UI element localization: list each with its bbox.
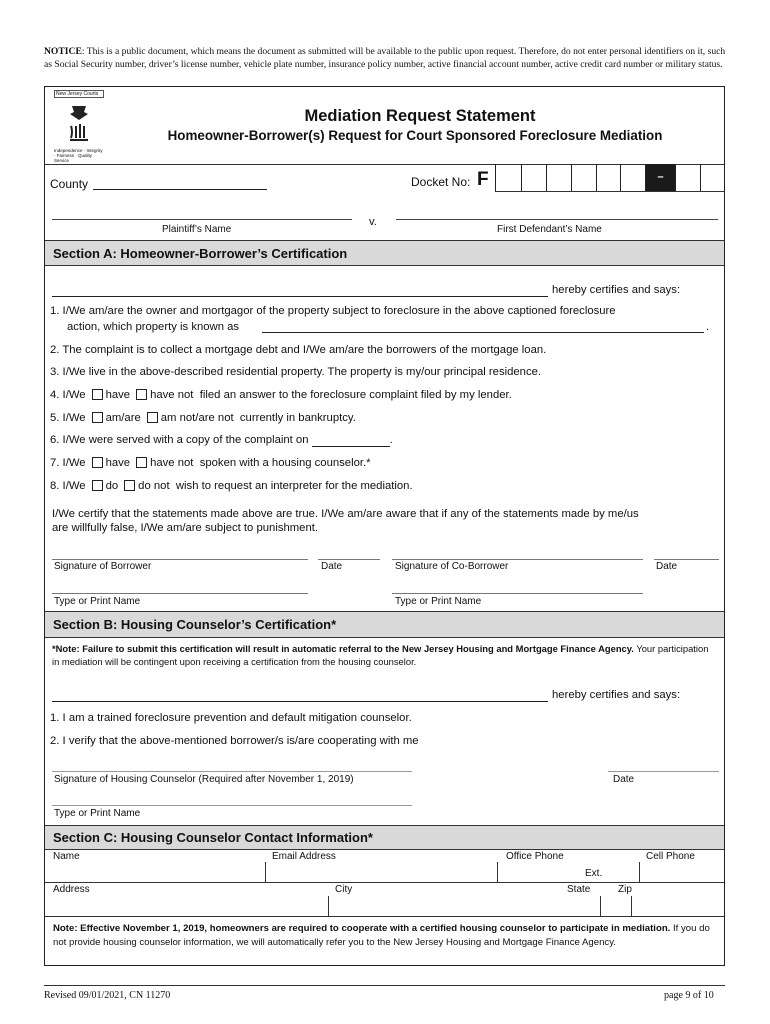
versus-label: v. <box>369 216 377 228</box>
section-b-note <box>52 643 716 668</box>
section-a-header <box>45 240 724 266</box>
county-field[interactable] <box>93 189 267 190</box>
item-8-do-not-checkbox[interactable] <box>124 480 135 491</box>
notice-text: : This is a public document, which means the document as submitted will be available to the public upon request. Therefore, do not enter personal identifiers on it, such as Social Security number, driver’s license number, vehicle plate number, insurance policy number, active financial account number, active credit card number or military status. <box>44 46 726 70</box>
item-4 <box>50 389 512 401</box>
contact-state-label: State <box>567 884 591 895</box>
item-4-prefix: 4. I/We <box>50 389 86 401</box>
item-5-prefix: 5. I/We <box>50 412 86 424</box>
item-8-suffix: wish to request an interpreter for the mediation. <box>175 480 413 492</box>
counselor-print-name-field[interactable] <box>52 805 412 806</box>
item-7-have-checkbox[interactable] <box>92 457 103 468</box>
section-c-header <box>45 825 724 850</box>
borrower-signature-field[interactable] <box>52 559 308 560</box>
item-1-line2: action, which property is known as <box>67 321 240 333</box>
item-7 <box>50 457 371 469</box>
certify-statement-line1: I/We certify that the statements made above are true. I/We am/are aware that if any of the statements made by me/us <box>52 508 639 520</box>
docket-box[interactable] <box>546 164 571 191</box>
logo-top-text: New Jersey Courts <box>54 90 104 98</box>
contact-office-phone-label: Office Phone <box>506 851 564 862</box>
contact-cell-phone-field[interactable] <box>640 862 724 882</box>
item-4-opt1: have <box>105 389 131 401</box>
docket-prefix: F <box>477 169 489 190</box>
notice-label: NOTICE <box>44 46 82 57</box>
item-2: 2. The complaint is to collect a mortgage debt and I/We am/are the borrowers of the mortgage loan. <box>50 344 547 356</box>
certify-statement-line2: are willfully false, I/We am/are subject to punishment. <box>52 522 319 534</box>
contact-address-label: Address <box>53 884 90 895</box>
counselor-item-1: 1. I am a trained foreclosure prevention and default mitigation counselor. <box>50 712 412 724</box>
certifier-name-field[interactable] <box>52 296 548 297</box>
public-notice <box>44 46 734 71</box>
docket-box[interactable] <box>675 164 700 191</box>
item-8-do-checkbox[interactable] <box>92 480 103 491</box>
contact-city-label: City <box>335 884 353 895</box>
item-5-suffix: currently in bankruptcy. <box>239 412 356 424</box>
docket-label: Docket No: <box>411 175 471 189</box>
counselor-signature-field[interactable] <box>52 771 412 772</box>
item-6 <box>50 434 393 447</box>
item-5 <box>50 412 356 424</box>
item-5-am-not-checkbox[interactable] <box>147 412 158 423</box>
item-5-am-checkbox[interactable] <box>92 412 103 423</box>
item-1-end: . <box>706 321 710 333</box>
plaintiff-label: Plaintiff’s Name <box>162 224 232 235</box>
docket-box[interactable] <box>495 164 521 191</box>
item-7-have-not-checkbox[interactable] <box>136 457 147 468</box>
counselor-name-field[interactable] <box>52 701 548 702</box>
contact-ext-label: Ext. <box>585 868 603 879</box>
item-8-opt2: do not <box>138 480 170 492</box>
item-5-opt2: am not/are not <box>160 412 234 424</box>
borrower-signature-label: Signature of Borrower <box>54 561 152 572</box>
item-7-suffix: spoken with a housing counselor.* <box>199 457 371 469</box>
borrower-print-label: Type or Print Name <box>54 596 141 607</box>
docket-box[interactable] <box>700 164 724 191</box>
borrower-date-field[interactable] <box>318 559 380 560</box>
contact-zip-field[interactable] <box>632 896 724 916</box>
coborrower-signature-label: Signature of Co-Borrower <box>395 561 509 572</box>
borrower-date-label: Date <box>321 561 343 572</box>
coborrower-signature-field[interactable] <box>392 559 643 560</box>
contact-city-field[interactable] <box>329 896 599 916</box>
docket-box[interactable] <box>596 164 620 191</box>
contact-cell-phone-label: Cell Phone <box>646 851 695 862</box>
court-seal-icon <box>64 102 94 146</box>
section-c-note <box>53 922 717 949</box>
section-b-header <box>45 611 724 638</box>
form-title: Mediation Request Statement <box>304 107 536 125</box>
item-4-have-checkbox[interactable] <box>92 389 103 400</box>
section-b-title: Section B: Housing Counselor’s Certification* <box>53 617 337 632</box>
item-4-opt2: have not <box>150 389 194 401</box>
docket-box[interactable] <box>571 164 596 191</box>
contact-zip-label: Zip <box>618 884 632 895</box>
contact-state-field[interactable] <box>601 896 630 916</box>
coborrower-date-label: Date <box>656 561 678 572</box>
contact-email-field[interactable] <box>266 862 496 882</box>
coborrower-print-name-field[interactable] <box>392 593 643 594</box>
counselor-signature-label: Signature of Housing Counselor (Required after November 1, 2019) <box>54 774 354 785</box>
section-b-note-bold: *Note: Failure to submit this certification will result in automatic referral to the New Jersey Housing and Mortgage Finance Agency. <box>52 643 634 654</box>
item-8-opt1: do <box>105 480 119 492</box>
item-8 <box>50 480 413 492</box>
section-b-note-text: Your participation in mediation will be contingent upon receiving a certification from the housing counselor. <box>52 643 709 667</box>
contact-name-label: Name <box>53 851 80 862</box>
item-1-line1: 1. I/We am/are the owner and mortgagor of the property subject to foreclosure in the above captioned foreclosure <box>50 305 616 317</box>
coborrower-print-label: Type or Print Name <box>395 596 482 607</box>
plaintiff-name-field[interactable] <box>52 219 352 220</box>
counselor-item-2: 2. I verify that the above-mentioned borrower/s is/are cooperating with me <box>50 735 419 747</box>
item-8-prefix: 8. I/We <box>50 480 86 492</box>
defendant-label: First Defendant’s Name <box>497 224 602 235</box>
docket-dash-box <box>645 164 675 191</box>
counselor-date-field[interactable] <box>608 771 719 772</box>
item-4-suffix: filed an answer to the foreclosure complaint filed by my lender. <box>199 389 512 401</box>
item-5-opt1: am/are <box>105 412 141 424</box>
revision-label: Revised 09/01/2021, CN 11270 <box>44 990 171 1001</box>
served-date-field[interactable] <box>312 434 390 447</box>
item-6-end: . <box>389 434 393 446</box>
page-number: page 9 of 10 <box>664 990 714 1001</box>
certifies-label: hereby certifies and says: <box>552 284 681 296</box>
counselor-certifies-label: hereby certifies and says: <box>552 689 681 701</box>
defendant-name-field[interactable] <box>396 219 718 220</box>
court-logo <box>54 90 104 163</box>
section-c-title: Section C: Housing Counselor Contact Information* <box>53 830 373 845</box>
property-address-field[interactable] <box>262 332 704 333</box>
coborrower-date-field[interactable] <box>654 559 719 560</box>
section-c-note-bold: Note: Effective November 1, 2019, homeowners are required to cooperate with a certified housing counselor to participate in mediation. <box>53 923 671 934</box>
form-subtitle: Homeowner-Borrower(s) Request for Court Sponsored Foreclosure Mediation <box>167 128 663 143</box>
contact-office-phone-field[interactable] <box>498 862 638 882</box>
section-c-note-text: If you do not provide housing counselor information, we will automatically refer you to the New Jersey Housing and Mortgage Finance Agency. <box>53 923 710 948</box>
section-a-title: Section A: Homeowner-Borrower’s Certification <box>53 246 348 261</box>
item-7-opt2: have not <box>150 457 194 469</box>
item-4-have-not-checkbox[interactable] <box>136 389 147 400</box>
borrower-print-name-field[interactable] <box>52 593 308 594</box>
docket-dash: – <box>657 171 664 183</box>
logo-bottom-text: Independence · Integrity · Fairness · Quality Service <box>54 148 103 163</box>
docket-box[interactable] <box>620 164 645 191</box>
item-6-prefix: 6. I/We were served with a copy of the complaint on <box>50 434 309 446</box>
docket-box[interactable] <box>521 164 546 191</box>
county-label: County <box>50 177 89 191</box>
contact-name-field[interactable] <box>46 862 264 882</box>
counselor-print-label: Type or Print Name <box>54 808 141 819</box>
item-7-prefix: 7. I/We <box>50 457 86 469</box>
counselor-date-label: Date <box>613 774 635 785</box>
contact-email-label: Email Address <box>272 851 336 862</box>
item-7-opt1: have <box>105 457 131 469</box>
item-3: 3. I/We live in the above-described residential property. The property is my/our principal residence. <box>50 366 542 378</box>
contact-address-field[interactable] <box>46 896 327 916</box>
